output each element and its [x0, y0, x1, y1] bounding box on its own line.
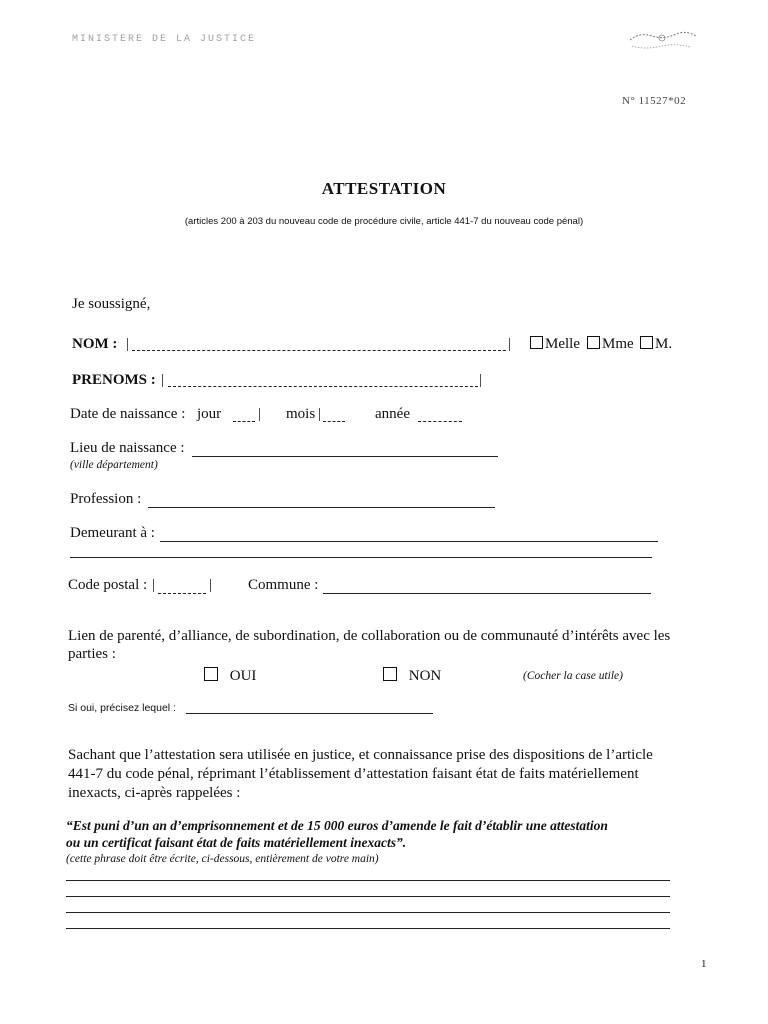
birth-date-label: Date de naissance : — [70, 406, 186, 422]
mois-field[interactable] — [323, 421, 345, 422]
jour-label: jour — [197, 406, 222, 422]
birth-place-field[interactable] — [192, 456, 498, 457]
nom-bracket-close: | — [508, 336, 512, 352]
address-field-line2[interactable] — [70, 557, 652, 558]
profession-field[interactable] — [148, 507, 495, 508]
commune-field[interactable] — [323, 593, 651, 594]
handwrite-line-1[interactable] — [66, 880, 670, 881]
address-label: Demeurant à : — [70, 525, 155, 541]
checkbox-m[interactable] — [640, 336, 653, 349]
form-reference-number: N° 11527*02 — [622, 95, 687, 107]
annee-label: année — [375, 406, 410, 422]
prenoms-label: PRENOMS : — [72, 372, 156, 388]
relation-question: Lien de parenté, d’alliance, de subordination, de collaboration ou de communauté d’intérêts avec les parties : — [68, 628, 671, 662]
birth-place-hint: (ville département) — [70, 459, 158, 471]
nom-field[interactable] — [132, 350, 506, 351]
handwrite-note: (cette phrase doit être écrite, ci-dessous, entièrement de votre main) — [66, 853, 379, 865]
check-hint: (Cocher la case utile) — [523, 670, 623, 682]
quote-line-2: ou un certificat faisant état de faits matériellement inexacts”. — [66, 835, 407, 850]
annee-field[interactable] — [418, 421, 462, 422]
legal-articles-subtitle: (articles 200 à 203 du nouveau code de procédure civile, article 441-7 du nouveau code pénal) — [184, 216, 584, 227]
civility-m[interactable]: M. — [640, 336, 672, 353]
handwrite-line-3[interactable] — [66, 912, 670, 913]
commune-label: Commune : — [248, 577, 319, 593]
prenoms-bracket-open: | — [161, 372, 165, 388]
birth-place-label: Lieu de naissance : — [70, 440, 185, 456]
jour-field[interactable] — [233, 421, 255, 422]
handwrite-line-4[interactable] — [66, 928, 670, 929]
checkbox-mme[interactable] — [587, 336, 600, 349]
quote-line-1: “Est puni d’un an d’emprisonnement et de 15 000 euros d’amende le fait d’établir une attestation — [66, 818, 608, 833]
postal-bracket-open: | — [152, 577, 156, 593]
checkbox-melle[interactable] — [530, 336, 543, 349]
postal-bracket-close: | — [209, 577, 213, 593]
civility-melle[interactable]: Melle — [530, 336, 580, 353]
postal-code-label: Code postal : — [68, 577, 148, 593]
civility-mme[interactable]: Mme — [587, 336, 634, 353]
postal-code-field[interactable] — [158, 593, 206, 594]
checkbox-non[interactable] — [383, 667, 397, 681]
jour-bracket: | — [258, 406, 262, 422]
mois-label: mois — [286, 406, 316, 422]
nom-label: NOM : — [72, 336, 118, 352]
option-non[interactable]: NON — [383, 667, 441, 685]
nom-bracket-open: | — [126, 336, 130, 352]
ministry-header: MINISTERE DE LA JUSTICE — [72, 34, 257, 45]
profession-label: Profession : — [70, 491, 142, 507]
checkbox-oui[interactable] — [204, 667, 218, 681]
intro-text: Je soussigné, — [72, 296, 151, 312]
republic-logo-icon — [622, 28, 702, 54]
page-number: 1 — [701, 958, 707, 970]
page-title: ATTESTATION — [321, 179, 447, 198]
address-field-line1[interactable] — [160, 541, 658, 542]
handwrite-line-2[interactable] — [66, 896, 670, 897]
precisez-label: Si oui, précisez lequel : — [68, 702, 176, 714]
precisez-field[interactable] — [186, 713, 433, 714]
mois-bracket: | — [318, 406, 322, 422]
option-oui[interactable]: OUI — [204, 667, 256, 685]
declaration-text: Sachant que l’attestation sera utilisée en justice, et connaissance prise des dispositions de l’article 441-7 du code pénal, réprimant l’établissement d’attestation faisant état de faits matériellement inexacts, ci-après rappelées : — [68, 747, 653, 801]
prenoms-bracket-close: | — [479, 372, 483, 388]
prenoms-field[interactable] — [168, 386, 478, 387]
